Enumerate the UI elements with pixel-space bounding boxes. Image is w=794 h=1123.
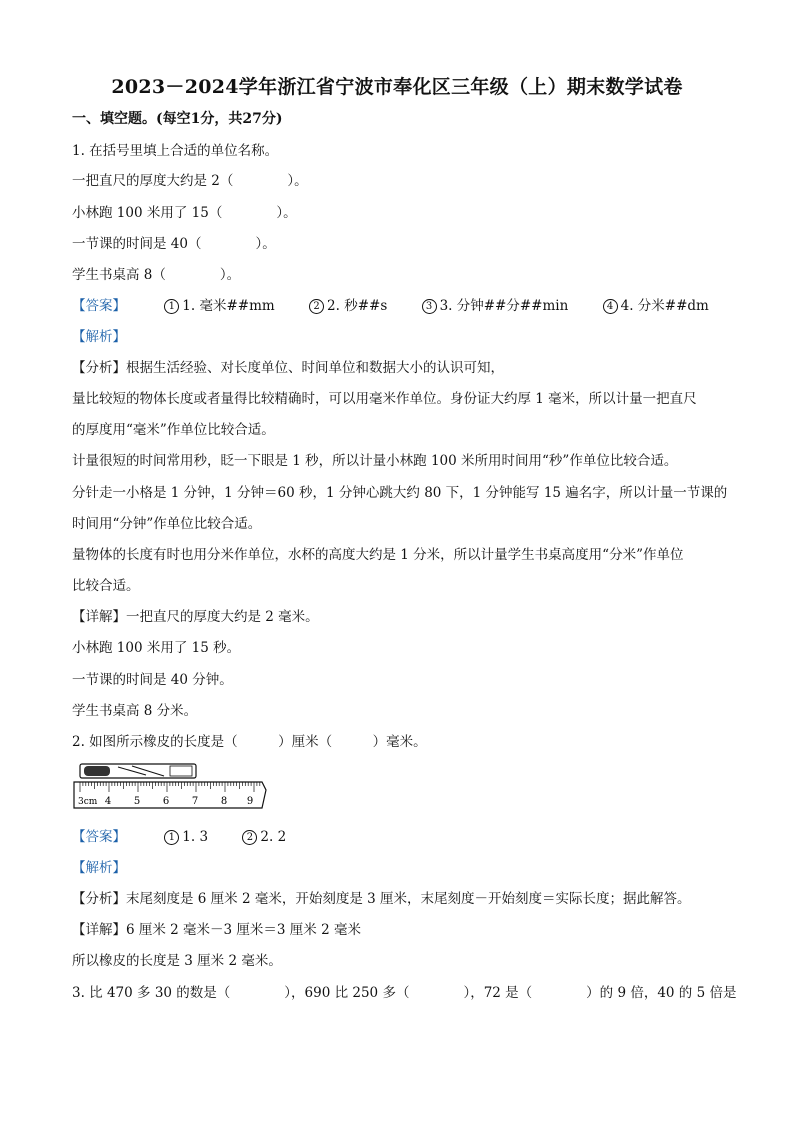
ruler-label-5: 5 (133, 796, 141, 807)
q1-detail-2: 小林跑 100 米用了 15 秒。 (72, 640, 241, 656)
q1-analysis-4: 计量很短的时间常用秒，眨一下眼是 1 秒，所以计量小林跑 100 米所用时间用“秒”作单位比较合适。 (72, 453, 678, 469)
q1-jiexi-label: 【解析】 (72, 329, 126, 345)
q1-answer-1: 1 1. 毫米##mm (164, 297, 274, 315)
q1-line-4: 学生书桌高 8（ ）。 (72, 267, 241, 283)
q1-answer-4: 4 4. 分米##dm (603, 297, 709, 315)
q1-answer-row (72, 297, 739, 315)
ruler-label-6: 6 (162, 796, 170, 807)
q1-detail-4: 学生书桌高 8 分米。 (72, 703, 198, 719)
section-heading: 一、填空题。(每空1分，共27分) (72, 111, 283, 127)
circled-number: 1 (164, 299, 179, 314)
q1-line-1: 一把直尺的厚度大约是 2（ ）。 (72, 173, 308, 189)
q1-analysis-5: 分针走一小格是 1 分钟，1 分钟＝60 秒，1 分钟心跳大约 80 下，1 分钟能写 15 遍名字，所以计量一节课的 (72, 485, 728, 501)
q2-answer-1: 1 1. 3 (164, 828, 208, 846)
q1-analysis-3: 的厚度用“毫米”作单位比较合适。 (72, 422, 275, 438)
q2-detail-1: 【详解】6 厘米 2 毫米－3 厘米＝3 厘米 2 毫米 (72, 922, 361, 938)
q1-stem: 1. 在括号里填上合适的单位名称。 (72, 143, 279, 159)
q1-analysis-1: 【分析】根据生活经验、对长度单位、时间单位和数据大小的认识可知， (72, 360, 504, 376)
eraser-ruler-figure (72, 760, 268, 812)
page-title: 2023－2024学年浙江省宁波市奉化区三年级（上）期末数学试卷 (111, 76, 683, 98)
ruler-label-8: 8 (220, 796, 228, 807)
circled-number: 4 (603, 299, 618, 314)
q1-analysis-6: 时间用“分钟”作单位比较合适。 (72, 516, 262, 532)
q2-answer-2: 2 2. 2 (242, 828, 286, 846)
q1-answer-2: 2 2. 秒##s (309, 297, 387, 315)
q1-analysis-2: 量比较短的物体长度或者量得比较精确时，可以用毫米作单位。身份证大约厚 1 毫米，所以计量一把直尺 (72, 391, 697, 407)
q2-answer-row (72, 828, 316, 846)
ruler-label-4: 4 (104, 796, 112, 807)
q2-detail-2: 所以橡皮的长度是 3 厘米 2 毫米。 (72, 953, 282, 969)
circled-number: 1 (164, 830, 179, 845)
circled-number: 3 (422, 299, 437, 314)
q2-stem: 2. 如图所示橡皮的长度是（ ）厘米（ ）毫米。 (72, 734, 427, 750)
q1-analysis-7: 量物体的长度有时也用分米作单位，水杯的高度大约是 1 分米，所以计量学生书桌高度用“分米”作单位 (72, 547, 684, 563)
q1-line-3: 一节课的时间是 40（ ）。 (72, 236, 276, 252)
q2-analysis: 【分析】末尾刻度是 6 厘米 2 毫米，开始刻度是 3 厘米，末尾刻度－开始刻度＝实际长度；据此解答。 (72, 891, 691, 907)
q1-detail-1: 【详解】一把直尺的厚度大约是 2 毫米。 (72, 609, 319, 625)
q1-detail-3: 一节课的时间是 40 分钟。 (72, 672, 233, 688)
circled-number: 2 (242, 830, 257, 845)
answer-label: 【答案】 (72, 829, 126, 845)
ruler-icon (74, 782, 266, 808)
ruler-label-3cm: 3cm (78, 797, 98, 807)
q1-answer-3: 3 3. 分钟##分##min (422, 297, 569, 315)
ruler-label-9: 9 (246, 796, 254, 807)
q3-stem: 3. 比 470 多 30 的数是（ ），690 比 250 多（ ），72 是（ ）的 9 倍，40 的 5 倍是 (72, 985, 737, 1001)
q1-line-2: 小林跑 100 米用了 15（ ）。 (72, 205, 297, 221)
q1-analysis-8: 比较合适。 (72, 578, 140, 594)
answer-label: 【答案】 (72, 298, 126, 314)
eraser-icon (80, 764, 196, 778)
q2-jiexi-label: 【解析】 (72, 860, 126, 876)
circled-number: 2 (309, 299, 324, 314)
ruler-label-7: 7 (191, 796, 199, 807)
